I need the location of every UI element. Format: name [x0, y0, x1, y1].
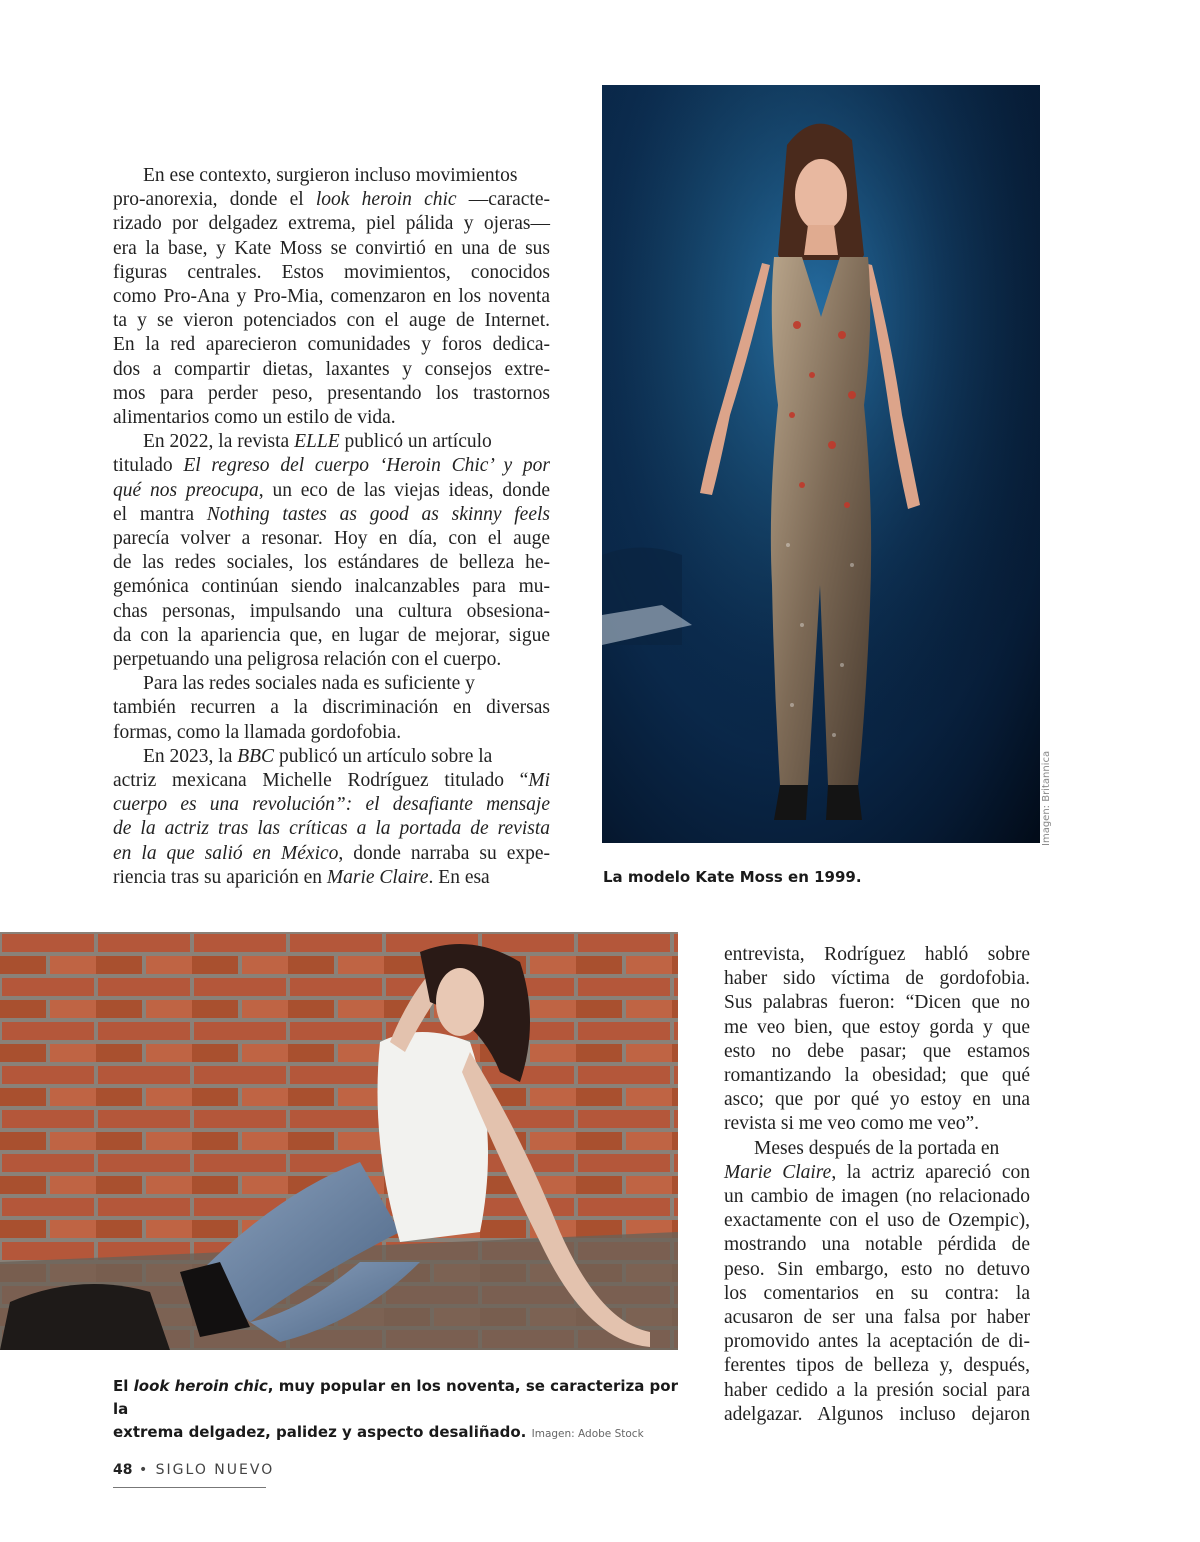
text-line: un cambio de imagen (no relacionado — [724, 1186, 1030, 1208]
text-line: adelgazar. Algunos incluso dejaron — [724, 1403, 1030, 1425]
heroin-chic-photo — [0, 932, 678, 1350]
text-line: como Pro-Ana y Pro-Mia, comenzaron en los noventa — [113, 286, 550, 308]
paragraph-2 — [113, 430, 550, 672]
page-footer — [113, 1462, 274, 1478]
text-line: de las redes sociales, los estándares de belleza he- — [113, 552, 550, 574]
text-line: ta y se vieron potenciados con el auge de Internet. — [113, 310, 550, 332]
text-line: formas, como la llamada gordofobia. — [113, 721, 402, 743]
photo-credit-adobe-stock: Imagen: Adobe Stock — [531, 1428, 644, 1440]
text-line: Marie Claire, la actriz apareció con — [724, 1161, 1030, 1183]
text-line: era la base, y Kate Moss se convirtió en una de sus — [113, 237, 550, 259]
text-line: de la actriz tras las críticas a la portada de revista — [113, 818, 550, 840]
text-line: chas personas, impulsando una cultura obsesiona- — [113, 600, 550, 622]
text-line: cuerpo es una revolución”: el desafiante mensaje — [113, 794, 550, 816]
text-line: romantizando la obesidad; que qué — [724, 1065, 1030, 1087]
text-line: parecía volver a resonar. Hoy en día, con el auge — [113, 528, 550, 550]
footer-rule — [113, 1487, 266, 1488]
text-line: mos para perder peso, presentando los trastornos — [113, 382, 550, 404]
runway-illustration — [602, 85, 1040, 843]
paragraph-5 — [724, 943, 1030, 1137]
text-line: dos a compartir dietas, laxantes y consejos extre- — [113, 358, 550, 380]
text-line: Sus palabras fueron: “Dicen que no — [724, 992, 1030, 1014]
paragraph-1 — [113, 164, 550, 430]
text-line: Meses después de la portada en — [754, 1137, 1000, 1159]
text-line: también recurren a la discriminación en diversas — [113, 697, 550, 719]
text-line: En 2022, la revista ELLE publicó un artículo — [143, 431, 492, 453]
text-line: En 2023, la BBC publicó un artículo sobre la — [143, 745, 493, 767]
text-line: riencia tras su aparición en Marie Claire. En esa — [113, 866, 490, 888]
publication-name: SIGLO NUEVO — [155, 1462, 275, 1478]
text-line: perpetuando una peligrosa relación con el cuerpo. — [113, 649, 502, 671]
footer-separator: • — [138, 1462, 150, 1478]
text-line: exactamente con el uso de Ozempic), — [724, 1210, 1030, 1232]
text-line: revista si me veo como me veo”. — [724, 1113, 980, 1135]
text-line: mostrando una notable pérdida de — [724, 1234, 1030, 1256]
text-line: qué nos preocupa, un eco de las viejas ideas, donde — [113, 479, 550, 501]
text-line: haber sido víctima de gordofobia. — [724, 968, 1030, 990]
text-line: alimentarios como un estilo de vida. — [113, 407, 396, 429]
paragraph-6 — [724, 1137, 1030, 1427]
text-line: los comentarios en su contra: la — [724, 1282, 1030, 1304]
kate-moss-photo — [602, 85, 1040, 843]
article-column-left — [113, 164, 550, 890]
text-line: acusaron de ser una falsa por haber — [724, 1307, 1030, 1329]
text-line: promovido antes la aceptación de di- — [724, 1331, 1030, 1353]
text-line: da con la apariencia que, en lugar de mejorar, sigue — [113, 624, 550, 646]
caption-heroin-chic: El look heroin chic, muy popular en los noventa, se caracteriza por la extrema delgadez, palidez y aspecto desaliñado. Imagen: Adobe Stock — [113, 1377, 678, 1441]
text-line: figuras centrales. Estos movimientos, conocidos — [113, 261, 550, 283]
text-line: Para las redes sociales nada es suficiente y — [143, 673, 475, 695]
text-line: actriz mexicana Michelle Rodríguez titulado “Mi — [113, 770, 550, 792]
photo-credit-britannica: Imagen: Britannica — [1041, 750, 1052, 846]
text-line: rizado por delgadez extrema, piel pálida y ojeras— — [113, 213, 550, 235]
text-line: peso. Sin embargo, esto no detuvo — [724, 1258, 1030, 1280]
text-line: ferentes tipos de belleza y, después, — [724, 1355, 1030, 1377]
text-line: En ese contexto, surgieron incluso movimientos — [143, 165, 518, 186]
paragraph-3 — [113, 672, 550, 745]
text-line: pro-anorexia, donde el look heroin chic —caracte- — [113, 189, 550, 211]
text-line: titulado El regreso del cuerpo ‘Heroin Chic’ y por — [113, 455, 550, 477]
brick-wall-illustration — [0, 932, 678, 1350]
text-line: asco; que por qué yo estoy en una — [724, 1089, 1030, 1111]
text-line: haber cedido a la presión social para — [724, 1379, 1030, 1401]
text-line: esto no debe pasar; que estamos — [724, 1040, 1030, 1062]
caption-kate-moss: La modelo Kate Moss en 1999. — [603, 868, 862, 886]
paragraph-4 — [113, 745, 550, 890]
text-line: entrevista, Rodríguez habló sobre — [724, 944, 1030, 965]
text-line: gemónica continúan siendo inalcanzables para mu- — [113, 576, 550, 598]
text-line: me veo bien, que estoy gorda y que — [724, 1016, 1030, 1038]
page-number: 48 — [113, 1462, 133, 1478]
text-line: el mantra Nothing tastes as good as skinny feels — [113, 503, 550, 525]
article-column-right — [724, 943, 1030, 1427]
text-line: En la red aparecieron comunidades y foros dedica- — [113, 334, 550, 356]
text-line: en la que salió en México, donde narraba su expe- — [113, 842, 551, 864]
